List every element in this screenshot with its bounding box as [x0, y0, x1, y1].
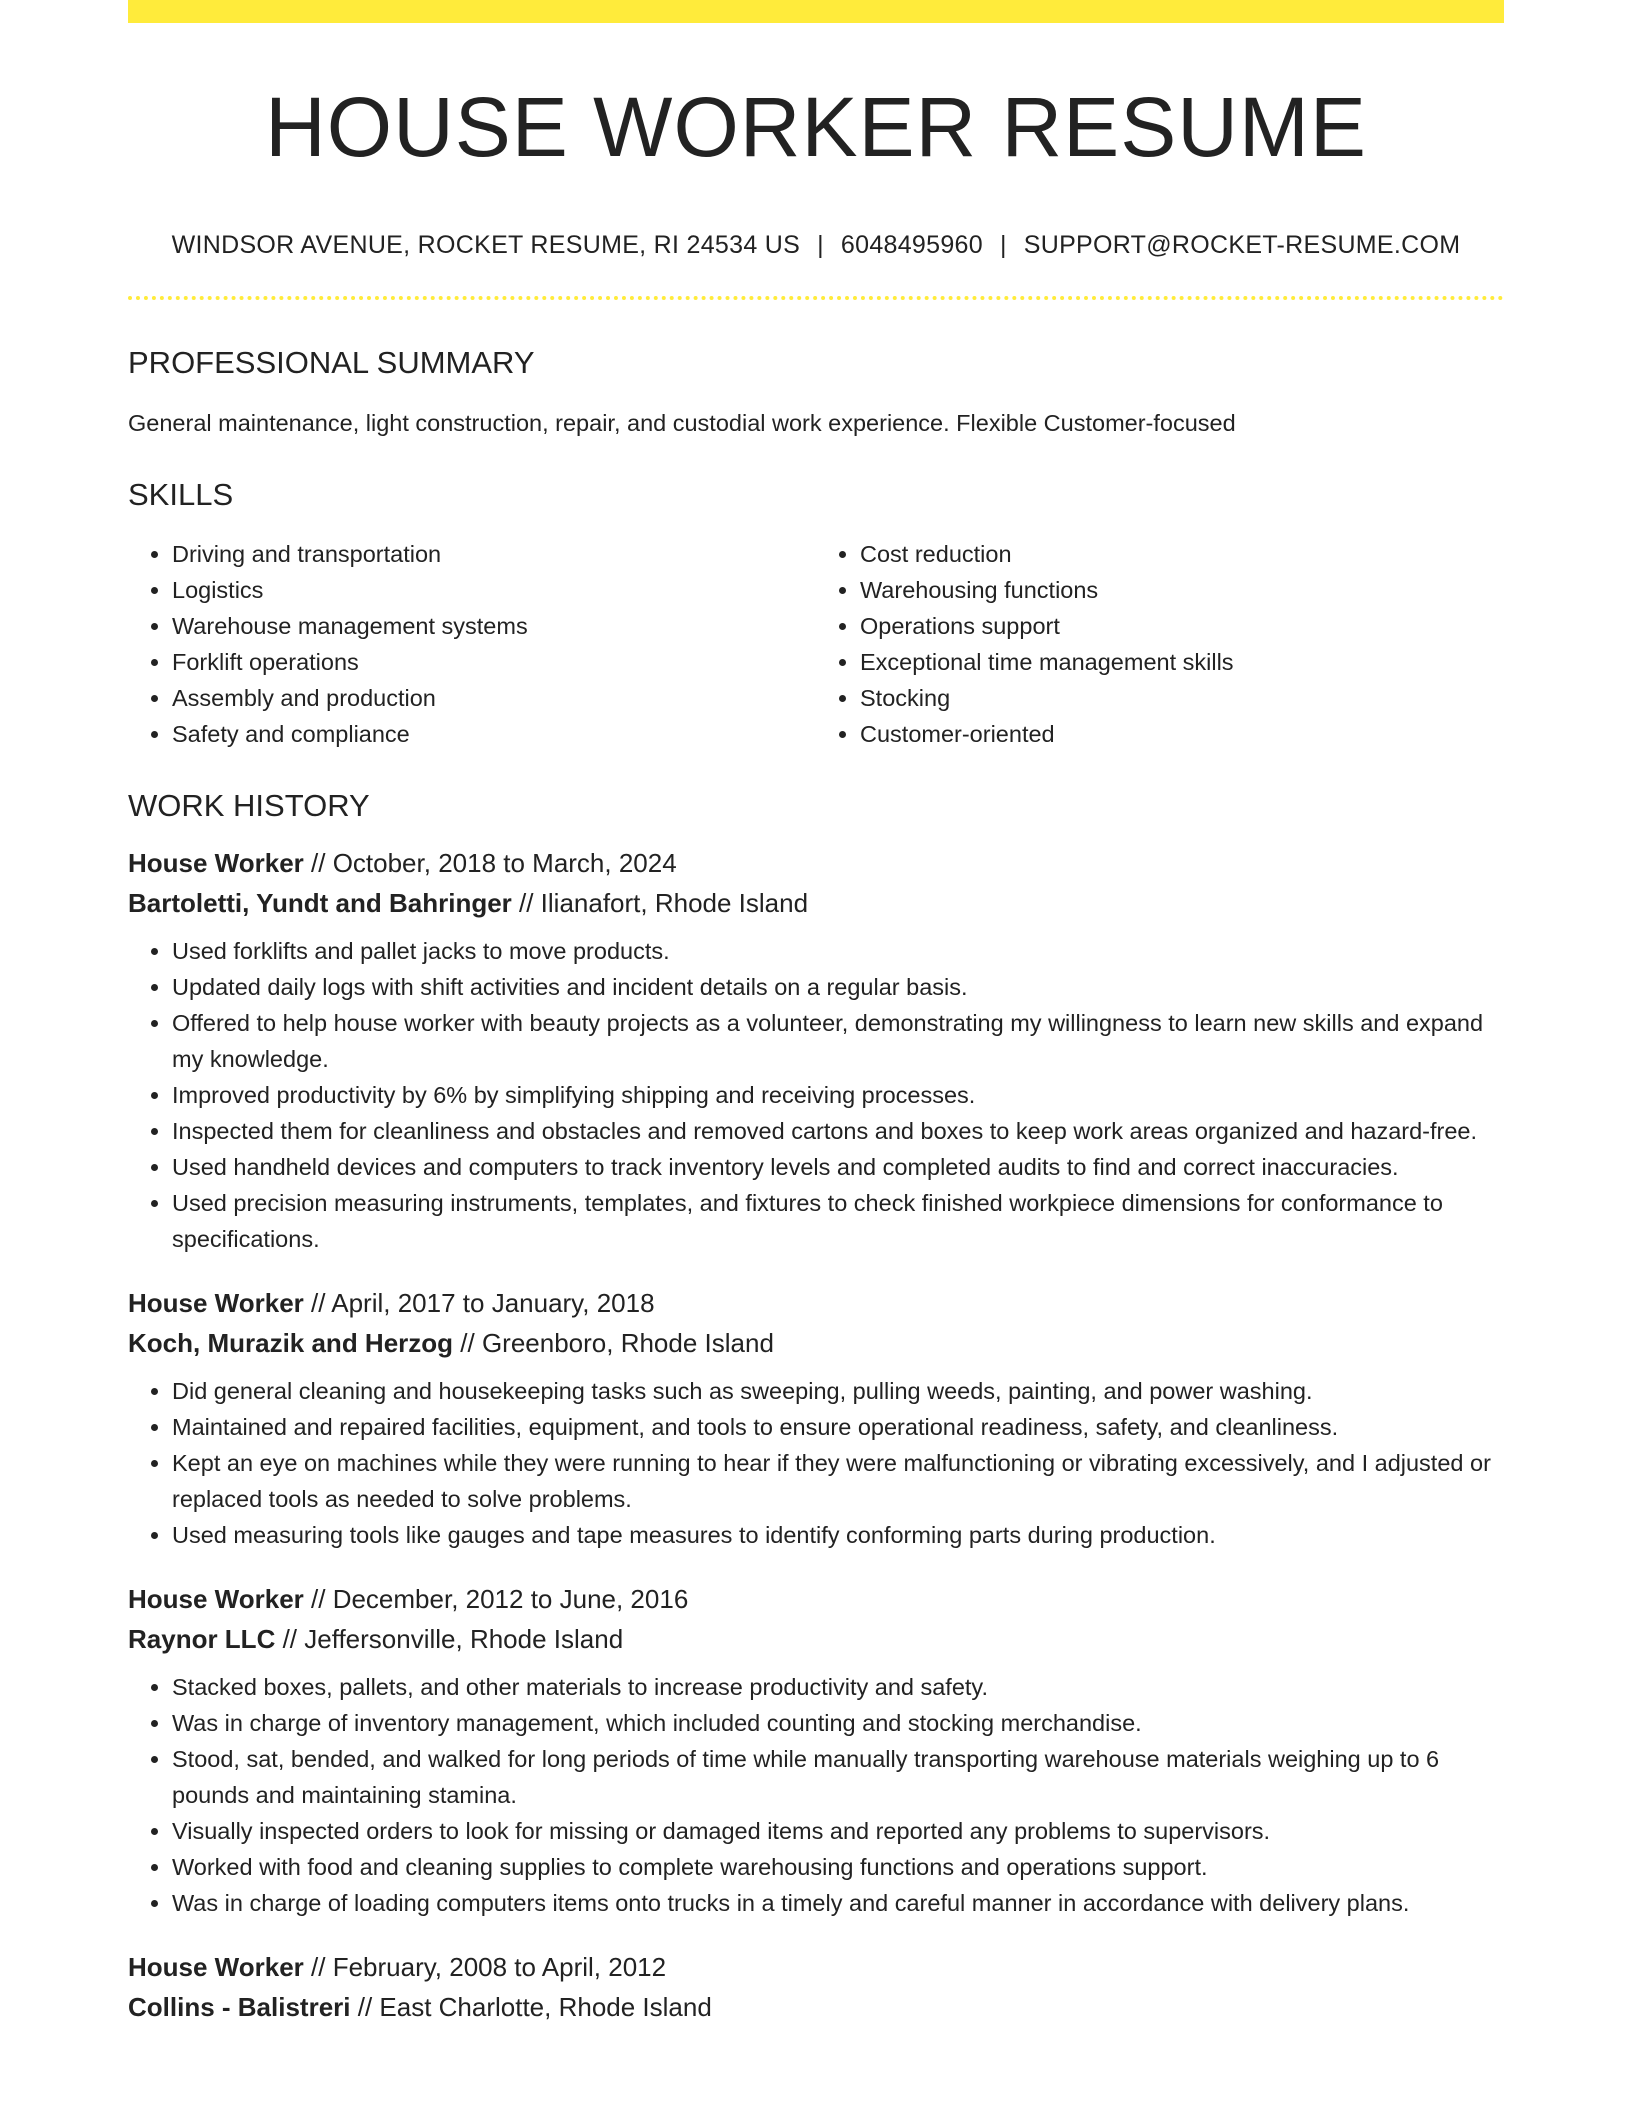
skill-item: • Warehousing functions: [860, 572, 1504, 608]
job-location: // Jeffersonville, Rhode Island: [275, 1623, 624, 1654]
job-company: Collins - Balistreri: [128, 1991, 351, 2022]
skills-columns: [128, 536, 1504, 752]
job-bullet: • Was in charge of loading computers items onto trucks in a timely and careful manner in accordance with delivery plans.: [172, 1885, 1504, 1921]
contact-separator: |: [999, 231, 1007, 259]
job-bullet: • Inspected them for cleanliness and obstacles and removed cartons and boxes to keep work areas organized and hazard-free.: [172, 1113, 1504, 1149]
contact-line: [128, 231, 1504, 260]
job-title: House Worker: [128, 847, 304, 878]
job-bullet: • Did general cleaning and housekeeping tasks such as sweeping, pulling weeds, painting, and power washing.: [172, 1373, 1504, 1409]
job-bullet: • Improved productivity by 6% by simplifying shipping and receiving processes.: [172, 1077, 1504, 1113]
job-company-line: [128, 1619, 1504, 1659]
job-title: House Worker: [128, 1583, 304, 1614]
job-bullet: • Offered to help house worker with beauty projects as a volunteer, demonstrating my willingness to learn new skills and expand my knowledge.: [172, 1005, 1504, 1077]
job-title-line: [128, 843, 1504, 883]
job-dates: // December, 2012 to June, 2016: [303, 1583, 689, 1614]
job-company: Koch, Murazik and Herzog: [128, 1327, 454, 1358]
job-company: Bartoletti, Yundt and Bahringer: [128, 887, 512, 918]
summary-text: General maintenance, light construction, repair, and custodial work experience. Flexible Customer-focused: [128, 410, 1236, 436]
job-bullet: • Used precision measuring instruments, templates, and fixtures to check finished workpiece dimensions for conformance to specifications.: [172, 1185, 1504, 1257]
job-bullet: • Maintained and repaired facilities, equipment, and tools to ensure operational readiness, safety, and cleanliness.: [172, 1409, 1504, 1445]
job-entry: [128, 1947, 1504, 2027]
skills-left-list: [128, 536, 816, 752]
top-accent-bar: [128, 0, 1504, 23]
job-bullet: • Was in charge of inventory management, which included counting and stocking merchandise.: [172, 1705, 1504, 1741]
job-location: // Ilianafort, Rhode Island: [511, 887, 809, 918]
job-company-line: [128, 1987, 1504, 2027]
job-title-line: [128, 1579, 1504, 1619]
job-location: // Greenboro, Rhode Island: [453, 1327, 774, 1358]
job-title: House Worker: [128, 1287, 304, 1318]
skill-item: • Logistics: [172, 572, 816, 608]
skills-right-list: [816, 536, 1504, 752]
dotted-divider: [128, 296, 1504, 300]
job-bullet-list: [128, 1669, 1504, 1921]
work-history-heading: WORK HISTORY: [128, 787, 370, 823]
job-title-line: [128, 1947, 1504, 1987]
job-bullet: • Used measuring tools like gauges and tape measures to identify conforming parts during production.: [172, 1517, 1504, 1553]
job-bullet: • Used handheld devices and computers to track inventory levels and completed audits to find and correct inaccuracies.: [172, 1149, 1504, 1185]
skill-item: • Assembly and production: [172, 680, 816, 716]
contact-phone: 6048495960: [840, 231, 983, 259]
skill-item: • Safety and compliance: [172, 716, 816, 752]
job-bullet: • Worked with food and cleaning supplies to complete warehousing functions and operations support.: [172, 1849, 1504, 1885]
skill-item: • Warehouse management systems: [172, 608, 816, 644]
resume-page: [128, 0, 1504, 2027]
job-dates: // February, 2008 to April, 2012: [303, 1951, 667, 1982]
contact-address: WINDSOR AVENUE, ROCKET RESUME, RI 24534 US: [171, 231, 801, 259]
resume-title: HOUSE WORKER RESUME: [265, 80, 1367, 174]
job-bullet: • Updated daily logs with shift activities and incident details on a regular basis.: [172, 969, 1504, 1005]
skill-item: • Stocking: [860, 680, 1504, 716]
job-title: House Worker: [128, 1951, 304, 1982]
skills-heading: SKILLS: [128, 476, 234, 512]
skill-item: • Driving and transportation: [172, 536, 816, 572]
job-entry: [128, 1283, 1504, 1553]
job-bullet: • Kept an eye on machines while they were running to hear if they were malfunctioning or vibrating excessively, and I adjusted or replaced tools as needed to solve problems.: [172, 1445, 1504, 1517]
job-dates: // October, 2018 to March, 2024: [303, 847, 677, 878]
job-bullet-list: [128, 933, 1504, 1257]
job-bullet: • Used forklifts and pallet jacks to move products.: [172, 933, 1504, 969]
skill-item: • Cost reduction: [860, 536, 1504, 572]
job-dates: // April, 2017 to January, 2018: [303, 1287, 655, 1318]
job-bullet: • Stood, sat, bended, and walked for long periods of time while manually transporting warehouse materials weighing up to 6 pounds and maintaining stamina.: [172, 1741, 1504, 1813]
job-bullet-list: [128, 1373, 1504, 1553]
skill-item: • Forklift operations: [172, 644, 816, 680]
skill-item: • Exceptional time management skills: [860, 644, 1504, 680]
job-company-line: [128, 1323, 1504, 1363]
job-location: // East Charlotte, Rhode Island: [350, 1991, 712, 2022]
job-entry: [128, 1579, 1504, 1921]
job-company: Raynor LLC: [128, 1623, 276, 1654]
summary-heading: PROFESSIONAL SUMMARY: [128, 345, 535, 380]
job-bullet: • Stacked boxes, pallets, and other materials to increase productivity and safety.: [172, 1669, 1504, 1705]
contact-separator: |: [817, 231, 824, 259]
job-bullet: • Visually inspected orders to look for missing or damaged items and reported any problems to supervisors.: [172, 1813, 1504, 1849]
skill-item: • Operations support: [860, 608, 1504, 644]
job-entry: [128, 843, 1504, 1257]
contact-email: SUPPORT@ROCKET-RESUME.COM: [1023, 231, 1461, 259]
work-history-list: [128, 843, 1504, 2027]
skill-item: • Customer-oriented: [860, 716, 1504, 752]
job-title-line: [128, 1283, 1504, 1323]
job-company-line: [128, 883, 1504, 923]
